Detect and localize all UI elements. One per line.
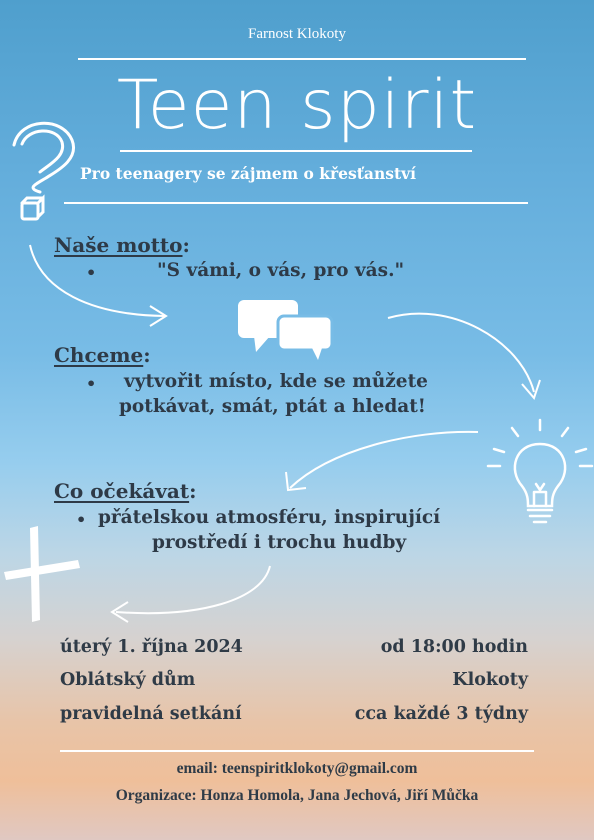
speech-bubbles-icon bbox=[238, 300, 332, 360]
page-title: Teen spirit bbox=[116, 66, 478, 145]
footer-divider bbox=[60, 750, 534, 752]
organizers: Organizace: Honza Homola, Jana Jechová, Jiří Můčka bbox=[115, 787, 479, 804]
chceme-heading: Chceme: bbox=[54, 343, 151, 367]
chceme-line-2: potkávat, smát, ptát a hledat! bbox=[119, 396, 426, 417]
event-recurrence: pravidelná setkání bbox=[60, 704, 242, 724]
expect-heading: Co očekávat: bbox=[54, 479, 197, 503]
cross-icon bbox=[4, 526, 80, 622]
lightbulb-icon bbox=[488, 420, 592, 522]
expect-line-1: přátelskou atmosféru, inspirující bbox=[98, 507, 441, 528]
expect-line-2: prostředí i trochu hudby bbox=[152, 532, 407, 553]
bullet: • bbox=[76, 510, 87, 529]
title-underline bbox=[120, 150, 472, 152]
event-time: od 18:00 hodin bbox=[380, 637, 528, 657]
event-frequency: cca každé 3 týdny bbox=[354, 704, 528, 724]
bullet: • bbox=[86, 263, 97, 282]
curved-arrow-4 bbox=[116, 566, 270, 613]
parish-name: Farnost Klokoty bbox=[248, 26, 346, 42]
subtitle: Pro teenagery se zájmem o křesťanství bbox=[80, 164, 416, 183]
chceme-line-1: vytvořit místo, kde se můžete bbox=[124, 371, 428, 392]
bullet: • bbox=[86, 374, 97, 393]
event-date: úterý 1. října 2024 bbox=[60, 637, 243, 657]
contact-email: email: teenspiritklokoty@gmail.com bbox=[176, 760, 418, 777]
curved-arrow-3 bbox=[290, 432, 478, 488]
motto-text: "S vámi, o vás, pro vás." bbox=[157, 260, 405, 281]
top-divider bbox=[78, 58, 526, 60]
motto-heading: Naše motto: bbox=[54, 233, 190, 257]
event-venue: Oblátský dům bbox=[60, 670, 196, 690]
subtitle-divider bbox=[64, 202, 528, 204]
event-place: Klokoty bbox=[452, 670, 528, 690]
